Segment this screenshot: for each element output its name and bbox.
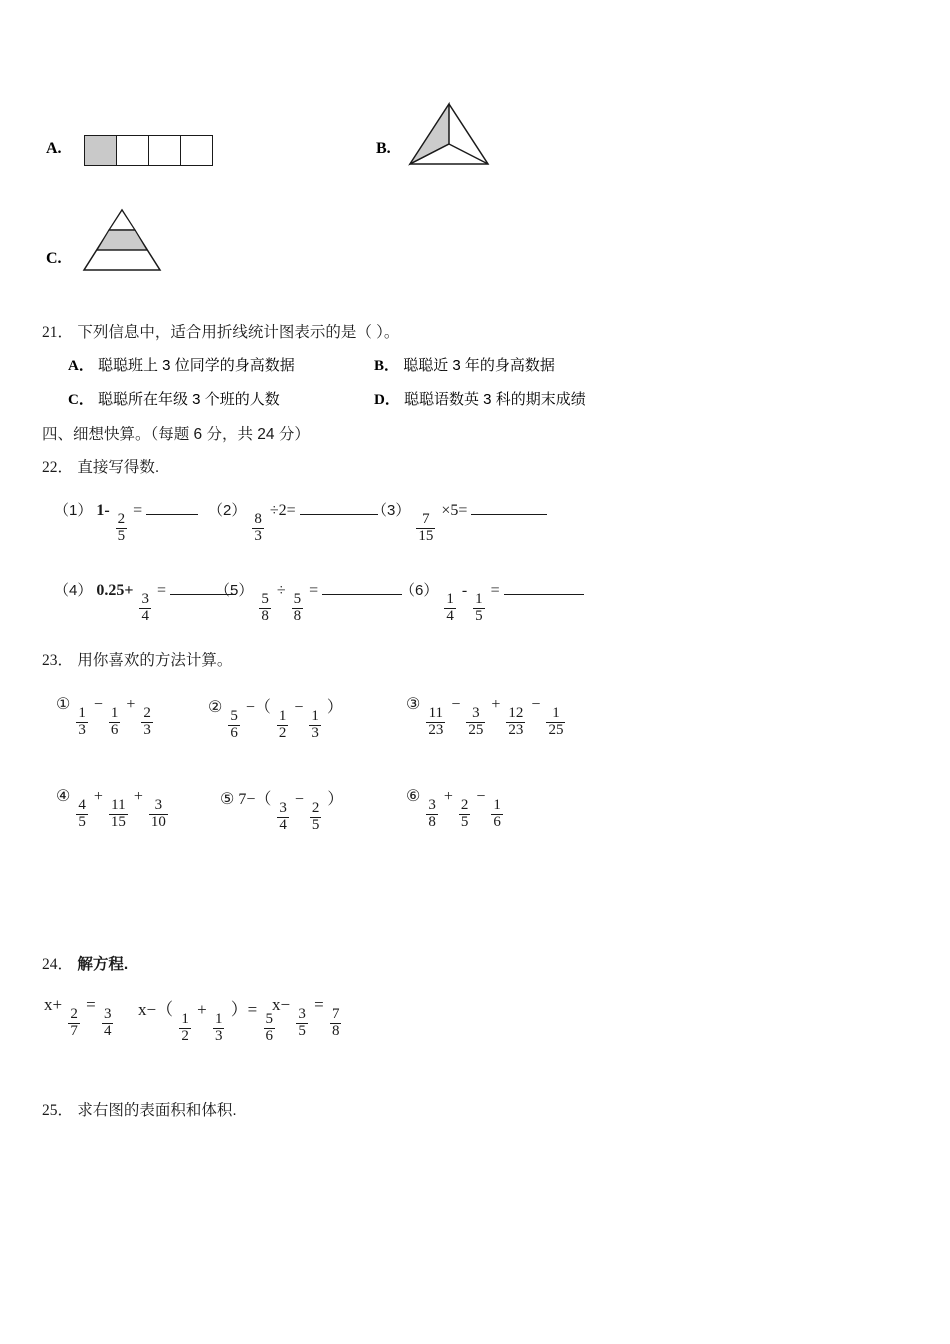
q22-item-1-tag: （1） xyxy=(54,502,93,519)
q23-item-3-op-2: + xyxy=(491,696,501,713)
fraction-3-4-c: $\frac{3}{4}$ xyxy=(103,1006,112,1039)
q22-number: 22． xyxy=(42,459,74,476)
q23-item-6 xyxy=(406,786,505,831)
fraction-1-3-c: $\frac{1}{3}$ xyxy=(214,1011,223,1044)
q23-item-2-tag: ② xyxy=(208,699,223,716)
q23-item-5-tag: ⑤ xyxy=(220,791,235,808)
choice-label-b: B. xyxy=(376,140,391,157)
fraction-1-4: $\frac{1}{4}$ xyxy=(446,591,454,624)
q23-item-6-op-2: − xyxy=(476,788,486,805)
fraction-1-3-b: $\frac{1}{3}$ xyxy=(311,708,319,741)
fraction-1-25: $\frac{1}{25}$ xyxy=(548,705,564,738)
q22-item-6-op: - xyxy=(461,582,468,599)
q22-item-4-lead: 0.25+ xyxy=(96,582,134,599)
q24-stem: 解方程. xyxy=(77,956,129,973)
q22-item-2-answer-blank[interactable] xyxy=(300,498,378,515)
fraction-1-3: $\frac{1}{3}$ xyxy=(78,705,86,738)
q23-item-1-op-2: + xyxy=(126,696,136,713)
equation-3 xyxy=(272,995,343,1040)
q23-line xyxy=(42,648,232,670)
q21-line xyxy=(42,320,399,342)
q25-line xyxy=(42,1098,237,1120)
section-4-title: 四、细想快算。（每题 6 分，共 24 分） xyxy=(42,426,310,443)
fraction-7-8: $\frac{7}{8}$ xyxy=(331,1006,340,1039)
fraction-2-5: $\frac{2}{5}$ xyxy=(311,800,320,833)
q22-item-2 xyxy=(208,498,378,545)
fraction-1-6-b: $\frac{1}{6}$ xyxy=(493,797,501,830)
q23-item-4-op-2: + xyxy=(133,788,143,805)
q22-item-4-tag: （4） xyxy=(54,582,93,599)
q22-item-1 xyxy=(54,498,198,545)
q22-line xyxy=(42,455,159,477)
fraction-5-6-c: $\frac{5}{6}$ xyxy=(265,1011,274,1044)
triangle-divided-three-one-shaded xyxy=(406,100,492,170)
choice-label-c: C. xyxy=(46,250,62,267)
q23-item-3-op-3: − xyxy=(531,696,541,713)
q23-item-3-tag: ③ xyxy=(406,696,421,713)
q21-option-d-tag: D． xyxy=(374,392,400,408)
q23-item-5-op-2: ） xyxy=(327,791,344,808)
fraction-1-2: $\frac{1}{2}$ xyxy=(278,708,287,741)
q22-item-3-tail: ×5= xyxy=(441,502,468,519)
choice-label-a: A. xyxy=(46,140,62,157)
q22-item-6-answer-blank[interactable] xyxy=(504,578,584,595)
equation-2-equals: ）= xyxy=(230,1000,258,1019)
q22-stem: 直接写得数. xyxy=(77,459,160,476)
fraction-3-25: $\frac{3}{25}$ xyxy=(468,705,484,738)
fraction-2-3: $\frac{2}{3}$ xyxy=(143,705,151,738)
q23-item-2-op-2: − xyxy=(294,699,304,716)
q23-item-3-op-1: − xyxy=(451,696,461,713)
q23-item-6-op-1: + xyxy=(443,788,453,805)
fraction-5-6: $\frac{5}{6}$ xyxy=(230,708,238,741)
q22-item-1-tail: = xyxy=(133,502,143,519)
q21-stem: 下列信息中，适合用折线统计图表示的是（ ）。 xyxy=(77,324,400,341)
fraction-7-15: $\frac{7}{15}$ xyxy=(418,511,434,544)
q22-item-6 xyxy=(400,578,584,625)
fraction-3-5: $\frac{3}{5}$ xyxy=(298,1006,306,1039)
q21-option-a[interactable] xyxy=(68,354,295,375)
q21-option-c-text: 聪聪所在年级 3 个班的人数 xyxy=(98,391,280,408)
fraction-3-8: $\frac{3}{8}$ xyxy=(428,797,436,830)
q22-item-4-tail: = xyxy=(156,582,166,599)
equation-2-lead: x−（ xyxy=(138,1000,174,1019)
q22-item-2-tag: （2） xyxy=(208,502,247,519)
equation-2 xyxy=(138,995,277,1045)
fraction-12-23: $\frac{12}{23}$ xyxy=(508,705,524,738)
equation-1 xyxy=(44,995,115,1040)
q23-item-2 xyxy=(208,694,343,742)
fraction-8-3: $\frac{8}{3}$ xyxy=(254,511,262,544)
q21-option-a-tag: A． xyxy=(68,358,94,374)
equation-3-equals: = xyxy=(314,995,324,1014)
q23-number: 23． xyxy=(42,652,74,669)
q22-item-2-tail: ÷2= xyxy=(269,502,296,519)
fraction-11-15: $\frac{11}{15}$ xyxy=(110,797,126,830)
q22-item-3 xyxy=(372,498,547,545)
fraction-3-4-b: $\frac{3}{4}$ xyxy=(279,800,287,833)
q23-stem: 用你喜欢的方法计算。 xyxy=(77,652,233,669)
q21-option-d[interactable] xyxy=(374,388,586,409)
q22-item-3-answer-blank[interactable] xyxy=(471,498,547,515)
q23-item-5-op-1: − xyxy=(294,791,304,808)
fraction-11-23: $\frac{11}{23}$ xyxy=(428,705,444,738)
q23-item-5-lead: 7−（ xyxy=(238,791,272,808)
q22-item-1-lead: 1- xyxy=(96,502,110,519)
q23-item-1 xyxy=(56,694,155,739)
fraction-3-10: $\frac{3}{10}$ xyxy=(150,797,166,830)
fraction-1-2-c: $\frac{1}{2}$ xyxy=(181,1011,189,1044)
q22-item-5 xyxy=(215,578,402,625)
q22-item-4 xyxy=(54,578,236,625)
q22-item-6-tail: = xyxy=(490,582,500,599)
fraction-2-5-b: $\frac{2}{5}$ xyxy=(460,797,469,830)
q21-option-c-tag: C． xyxy=(68,392,94,408)
q23-item-1-tag: ① xyxy=(56,696,71,713)
q23-item-4-op-1: + xyxy=(93,788,103,805)
q23-item-4-tag: ④ xyxy=(56,788,71,805)
q22-item-3-tag: （3） xyxy=(372,502,411,519)
fraction-2-7: $\frac{2}{7}$ xyxy=(70,1006,78,1039)
q25-stem: 求右图的表面积和体积. xyxy=(77,1102,237,1119)
equation-2-plus: + xyxy=(197,1000,207,1019)
q23-item-5 xyxy=(220,786,343,834)
fraction-5-8-first: $\frac{5}{8}$ xyxy=(261,591,269,624)
fraction-3-4: $\frac{3}{4}$ xyxy=(141,591,149,624)
equation-1-equals: = xyxy=(86,995,96,1014)
fraction-4-5: $\frac{4}{5}$ xyxy=(78,797,86,830)
q21-option-b-text: 聪聪近 3 年的身高数据 xyxy=(403,357,555,374)
q23-item-4 xyxy=(56,786,170,831)
triangle-divided-three-horizontal-bands-one-shaded xyxy=(80,206,172,278)
q21-option-c[interactable] xyxy=(68,388,280,409)
q23-item-3 xyxy=(406,694,567,739)
fraction-1-6: $\frac{1}{6}$ xyxy=(110,705,119,738)
q21-option-a-text: 聪聪班上 3 位同学的身高数据 xyxy=(98,357,295,374)
q21-option-b-tag: B． xyxy=(374,358,400,374)
fraction-1-5: $\frac{1}{5}$ xyxy=(475,591,483,624)
q21-option-d-text: 聪聪语数英 3 科的期末成绩 xyxy=(404,391,586,408)
rectangle-divided-four-one-shaded xyxy=(84,135,213,166)
q25-number: 25． xyxy=(42,1102,74,1119)
q24-line xyxy=(42,952,128,974)
q22-item-5-tag: （5） xyxy=(215,582,254,599)
q23-item-2-op-3: ） xyxy=(326,699,343,716)
equation-1-lead: x+ xyxy=(44,995,63,1014)
q23-item-1-op-1: − xyxy=(93,696,103,713)
q22-item-5-tail: = xyxy=(309,582,319,599)
equation-3-lead: x− xyxy=(272,995,291,1014)
q22-item-5-answer-blank[interactable] xyxy=(322,578,402,595)
q21-number: 21． xyxy=(42,324,74,341)
q22-item-1-answer-blank[interactable] xyxy=(146,498,198,515)
q23-item-2-op-1: −（ xyxy=(245,699,271,716)
fraction-2-5: $\frac{2}{5}$ xyxy=(117,511,126,544)
fraction-5-8-second: $\frac{5}{8}$ xyxy=(293,591,302,624)
q22-item-5-op: ÷ xyxy=(276,582,286,599)
q22-item-6-tag: （6） xyxy=(400,582,439,599)
q24-number: 24． xyxy=(42,956,74,973)
q23-item-6-tag: ⑥ xyxy=(406,788,421,805)
q21-option-b[interactable] xyxy=(374,354,555,375)
